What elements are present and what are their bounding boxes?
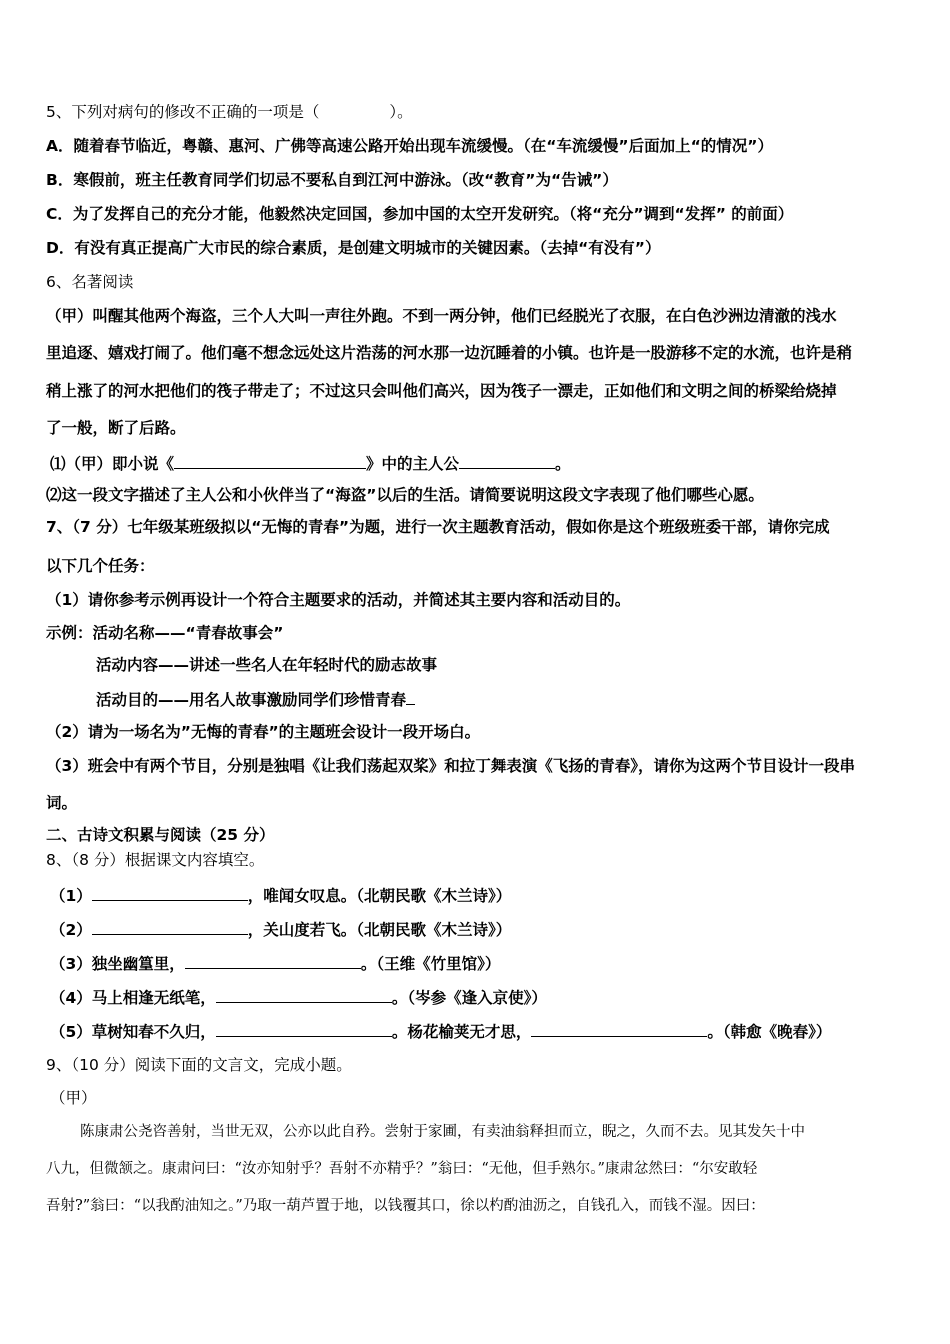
blank[interactable]: [92, 918, 248, 935]
q9-label: （甲）: [50, 1089, 97, 1107]
q7-sub1: （1）请你参考示例再设计一个符合主题要求的活动，并简述其主要内容和活动目的。: [46, 591, 631, 609]
q7-sub2: （2）请为一场名为”无悔的青春”的主题班会设计一段开场白。: [46, 723, 481, 741]
q7-stem-line-1: 7、（7 分）七年级某班级拟以“无悔的青春”为题，进行一次主题教育活动，假如你是这个班级班委干部，请你完成: [46, 518, 830, 536]
q6-title: 6、名著阅读: [46, 273, 134, 291]
q6-passage-line-4: 了一般，断了后路。: [46, 419, 186, 437]
q8-item-5: （5）草树知春不久归， 。杨花榆荚无才思， 。（韩愈《晚春》）: [50, 1020, 831, 1042]
section2-title: 二、古诗文积累与阅读（25 分）: [46, 826, 275, 844]
q9-passage-line-3: 吾射?”翁曰：“以我酌油知之。”乃取一葫芦置于地，以钱覆其口，徐以杓酌油沥之，自钱孔入，而钱不湿。因曰：: [46, 1198, 765, 1214]
blank[interactable]: [459, 452, 555, 469]
q6-sub2: ⑵这一段文字描述了主人公和小伙伴当了“海盗”以后的生活。请简要说明这段文字表现了他们哪些心愿。: [46, 486, 764, 504]
q6-passage-line-3: 稍上涨了的河水把他们的筏子带走了；不过这只会叫他们高兴，因为筏子一漂走，正如他们和文明之间的桥梁给烧掉: [46, 382, 837, 400]
q5-stem: 5、下列对病句的修改不正确的一项是（ ）。: [46, 103, 413, 121]
blank[interactable]: [531, 1020, 707, 1037]
q6-sub1: ⑴（甲）即小说《 》中的主人公 。: [50, 452, 571, 474]
q6-passage-line-2: 里追逐、嬉戏打闹了。他们毫不想念远处这片浩荡的河水那一边沉睡着的小镇。也许是一股游移不定的水流，也许是稍: [46, 344, 853, 362]
q9-title: 9、（10 分）阅读下面的文言文，完成小题。: [46, 1056, 352, 1074]
q9-passage-line-1: 陈康肃公尧咨善射，当世无双，公亦以此自矜。尝射于家圃，有卖油翁释担而立，睨之，久而不去。见其发矢十中: [80, 1124, 805, 1140]
blank[interactable]: [270, 452, 366, 469]
blank[interactable]: [185, 952, 361, 969]
q5-option-c: C．为了发挥自己的充分才能，他毅然决定回国，参加中国的太空开发研究。（将“充分”调到“发挥” 的前面）: [46, 205, 794, 223]
q7-example-content: 活动内容——讲述一些名人在年轻时代的励志故事: [96, 656, 438, 674]
q7-stem-line-2: 以下几个任务：: [46, 557, 155, 575]
blank[interactable]: [92, 884, 248, 901]
q7-example-purpose: 活动目的——用名人故事激励同学们珍惜青春: [96, 688, 415, 710]
q7-sub3-line-1: （3）班会中有两个节目，分别是独唱《让我们荡起双桨》和拉丁舞表演《飞扬的青春》，请你为这两个节目设计一段串: [46, 757, 856, 775]
q8-item-4: （4）马上相逢无纸笔， 。（岑参《逢入京使》）: [50, 986, 547, 1008]
q8-item-1: （1） ，唯闻女叹息。（北朝民歌《木兰诗》）: [50, 884, 511, 906]
q9-passage-line-2: 八九，但微颔之。康肃问曰：“汝亦知射乎？吾射不亦精乎？”翁曰：“无他，但手熟尔。”康肃忿然曰：“尔安敢轻: [46, 1161, 758, 1177]
q5-option-d: D．有没有真正提高广大市民的综合素质，是创建文明城市的关键因素。（去掉“有没有”）: [46, 239, 661, 257]
q7-example-name: 示例：活动名称——“青春故事会”: [46, 624, 284, 642]
q6-passage-line-1: （甲）叫醒其他两个海盗，三个人大叫一声往外跑。不到一两分钟，他们已经脱光了衣服，在白色沙洲边清澈的浅水: [46, 307, 837, 325]
q7-sub3-line-2: 词。: [46, 794, 78, 812]
q5-option-a: A．随着春节临近，粤赣、惠河、广佛等高速公路开始出现车流缓慢。（在“车流缓慢”后面加上“的情况”）: [46, 137, 773, 155]
blank[interactable]: [216, 986, 392, 1003]
blank[interactable]: [174, 452, 270, 469]
q8-item-3: （3）独坐幽篁里， 。（王维《竹里馆》）: [50, 952, 500, 974]
q8-title: 8、（8 分）根据课文内容填空。: [46, 851, 265, 869]
q8-item-2: （2） ，关山度若飞。（北朝民歌《木兰诗》）: [50, 918, 511, 940]
blank[interactable]: [216, 1020, 392, 1037]
q5-option-b: B．寒假前，班主任教育同学们切忌不要私自到江河中游泳。（改“教育”为“告诫”）: [46, 171, 618, 189]
